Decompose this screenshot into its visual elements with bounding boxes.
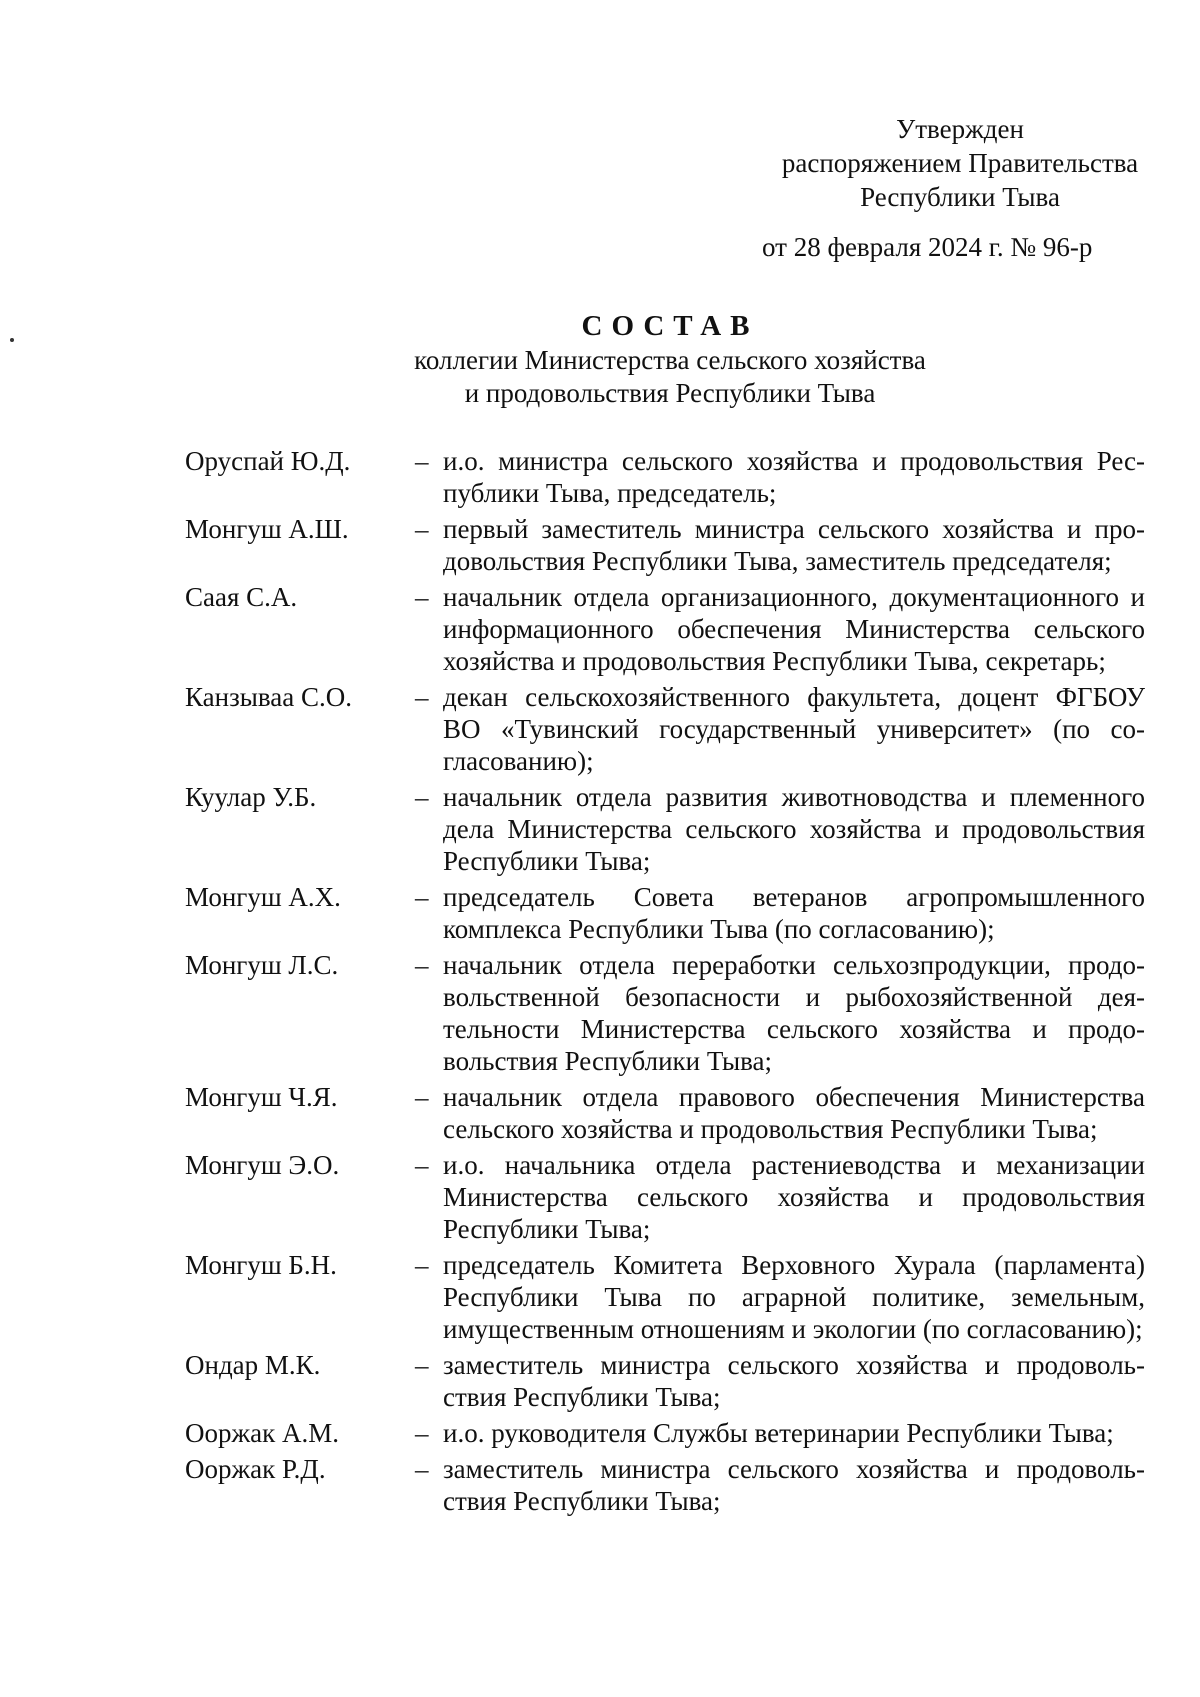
member-dash: –: [415, 1350, 429, 1380]
member-name: Куулар У.Б.: [185, 782, 317, 812]
member-role: председатель Совета ветеранов агропромышленного комплекса Республики Тыва (по согласованию);: [443, 882, 1145, 944]
member-dash: –: [415, 514, 429, 544]
member-dash: –: [415, 882, 429, 912]
member-row: [185, 949, 1145, 1077]
member-name: Монгуш Э.О.: [185, 1150, 340, 1180]
member-dash: –: [415, 1454, 429, 1484]
approval-line-1: Утвержден: [896, 114, 1024, 144]
document-subtitle-line-1: коллегии Министерства сельского хозяйства: [414, 345, 926, 375]
member-row: [185, 581, 1145, 677]
member-name: Ооржак Р.Д.: [185, 1454, 326, 1484]
approval-line-2: распоряжением Правительства: [781, 148, 1139, 178]
member-name: Монгуш Б.Н.: [185, 1250, 337, 1280]
member-row: [185, 1249, 1145, 1345]
member-dash: –: [415, 1150, 429, 1180]
member-row: [185, 1417, 1145, 1449]
member-role: первый заместитель министра сельского хозяйства и продовольствия Республики Тыва, заместитель председателя;: [443, 514, 1145, 576]
member-row: [185, 1453, 1145, 1517]
member-row: [185, 1081, 1145, 1145]
member-role: и.о. руководителя Службы ветеринарии Республики Тыва;: [443, 1418, 1114, 1448]
member-row: [185, 1149, 1145, 1245]
member-row: [185, 445, 1145, 509]
members-list: [185, 445, 1145, 1521]
member-dash: –: [415, 1082, 429, 1112]
member-row: [185, 1349, 1145, 1413]
member-name: Канзываа С.О.: [185, 682, 353, 712]
member-role: начальник отдела переработки сельхозпродукции, продовольственной безопасности и рыбохозяйственной деятельности Министерства сельского хозяйства и продовольствия Республики Тыва;: [443, 950, 1145, 1076]
member-role: председатель Комитета Верховного Хурала (парламента) Республики Тыва по аграрной политике, земельным, имущественным отношениям и экологии (по согласованию);: [443, 1250, 1145, 1344]
member-row: [185, 881, 1145, 945]
member-row: [185, 681, 1145, 777]
member-role: начальник отдела правового обеспечения Министерства сельского хозяйства и продовольствия Республики Тыва;: [443, 1082, 1145, 1144]
member-row: [185, 513, 1145, 577]
member-dash: –: [415, 950, 429, 980]
member-dash: –: [415, 1418, 429, 1448]
member-row: [185, 781, 1145, 877]
member-dash: –: [415, 582, 429, 612]
member-name: Монгуш Л.С.: [185, 950, 339, 980]
member-name: Саая С.А.: [185, 582, 298, 612]
member-name: Монгуш Ч.Я.: [185, 1082, 338, 1112]
document-subtitle-line-2: и продовольствия Республики Тыва: [464, 378, 876, 408]
approval-line-3: Республики Тыва: [860, 182, 1060, 212]
member-role: заместитель министра сельского хозяйства и продовольствия Республики Тыва;: [443, 1454, 1145, 1516]
document-title: СОСТАВ: [581, 310, 759, 342]
member-name: Ондар М.К.: [185, 1350, 321, 1380]
member-role: декан сельскохозяйственного факультета, доцент ФГБОУ ВО «Тувинский государственный университет» (по согласованию);: [443, 682, 1145, 776]
member-dash: –: [415, 1250, 429, 1280]
member-name: Монгуш А.Х.: [185, 882, 341, 912]
approval-block: [760, 112, 1160, 264]
member-role: заместитель министра сельского хозяйства и продовольствия Республики Тыва;: [443, 1350, 1145, 1412]
member-dash: –: [415, 782, 429, 812]
member-dash: –: [415, 682, 429, 712]
member-name: Монгуш А.Ш.: [185, 514, 349, 544]
member-name: Оруспай Ю.Д.: [185, 446, 351, 476]
title-block: [0, 308, 1200, 410]
member-name: Ооржак А.М.: [185, 1418, 340, 1448]
member-role: начальник отдела развития животноводства и племенного дела Министерства сельского хозяйства и продовольствия Республики Тыва;: [443, 782, 1145, 876]
member-role: и.о. начальника отдела растениеводства и механизации Министерства сельского хозяйства и продовольствия Республики Тыва;: [443, 1150, 1145, 1244]
member-dash: –: [415, 446, 429, 476]
member-role: и.о. министра сельского хозяйства и продовольствия Республики Тыва, председатель;: [443, 446, 1145, 508]
approval-date: от 28 февраля 2024 г. № 96-р: [762, 232, 1093, 262]
member-role: начальник отдела организационного, документационного и информационного обеспечения Министерства сельского хозяйства и продовольствия Республики Тыва, секретарь;: [443, 582, 1145, 676]
